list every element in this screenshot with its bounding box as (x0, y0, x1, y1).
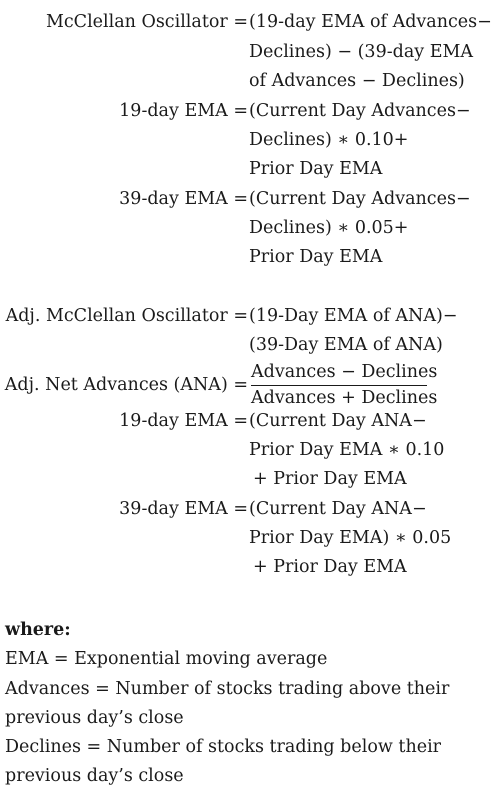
ana-ema19-line-2: Prior Day EMA ∗ 0.10 (249, 440, 445, 460)
mcclellan-line-1: (19-day EMA of Advances− (249, 12, 492, 32)
ana-ema39-line-1: (Current Day ANA− (249, 499, 427, 519)
ana-ema39-line-3: + Prior Day EMA (253, 557, 407, 577)
ema39-line-2: Declines) ∗ 0.05+ (249, 218, 409, 238)
adj-mcclellan-label: Adj. McClellan Oscillator = (5, 306, 248, 326)
definition-advances-cont: previous day’s close (5, 708, 184, 728)
ana-label: Adj. Net Advances (ANA) = (4, 375, 248, 395)
ana-denominator: Advances + Declines (251, 388, 438, 408)
ema19-label: 19-day EMA = (119, 101, 248, 121)
ema19-line-3: Prior Day EMA (249, 159, 383, 179)
mcclellan-line-2: Declines) − (39-day EMA (249, 42, 474, 62)
ema19-line-1: (Current Day Advances− (249, 101, 471, 121)
ema39-line-3: Prior Day EMA (249, 247, 383, 267)
ema19-line-2: Declines) ∗ 0.10+ (249, 130, 409, 150)
ana-ema19-line-1: (Current Day ANA− (249, 411, 427, 431)
ana-ema39-line-2: Prior Day EMA) ∗ 0.05 (249, 528, 452, 548)
definition-ema: EMA = Exponential moving average (5, 649, 328, 669)
mcclellan-label: McClellan Oscillator = (45, 12, 248, 32)
ana-numerator: Advances − Declines (251, 362, 438, 382)
ema39-label: 39-day EMA = (119, 189, 248, 209)
definition-declines-cont: previous day’s close (5, 766, 184, 786)
definition-declines: Declines = Number of stocks trading below their (5, 737, 442, 757)
where-heading: where: (5, 620, 71, 640)
ema39-line-1: (Current Day Advances− (249, 189, 471, 209)
ana-ema19-line-3: + Prior Day EMA (253, 469, 407, 489)
ana-ema19-label: 19-day EMA = (119, 411, 248, 431)
definition-advances: Advances = Number of stocks trading above their (5, 679, 450, 699)
fraction-bar (251, 385, 427, 386)
mcclellan-line-3: of Advances − Declines) (249, 71, 465, 91)
adj-mcclellan-line-1: (19-Day EMA of ANA)− (249, 306, 458, 326)
ana-ema39-label: 39-day EMA = (119, 499, 248, 519)
adj-mcclellan-line-2: (39-Day EMA of ANA) (249, 335, 443, 355)
